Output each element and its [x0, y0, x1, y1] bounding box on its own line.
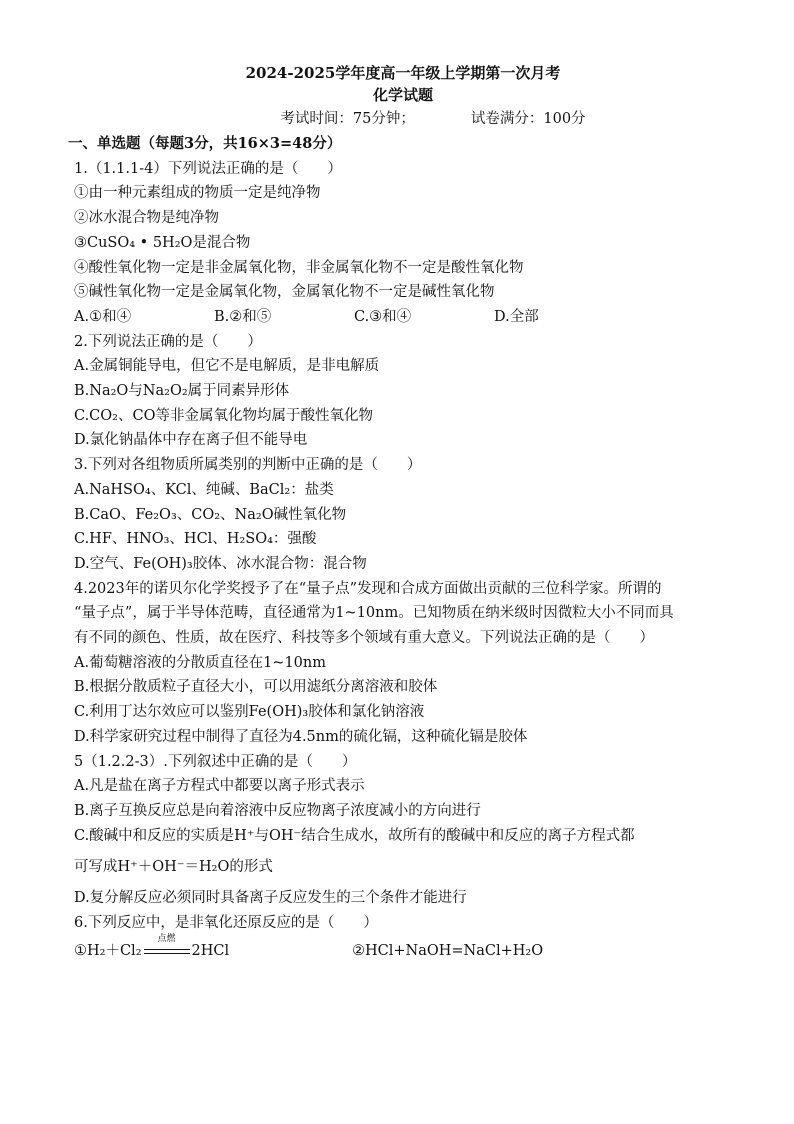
q1-options	[74, 305, 732, 330]
q5-option-b[interactable]: B.离子互换反应总是向着溶液中反应物离子浓度减小的方向进行	[74, 802, 481, 819]
q6-reaction-2: ②HCl+NaOH=NaCl+H₂O	[352, 942, 544, 959]
q1-item: ②冰水混合物是纯净物	[74, 210, 219, 227]
q1-option-a[interactable]: A.①和④	[74, 308, 132, 325]
q5-option-d[interactable]: D.复分解反应必须同时具备离子反应发生的三个条件才能进行	[74, 890, 467, 907]
q2-option-d[interactable]: D.氯化钠晶体中存在离子但不能导电	[74, 432, 308, 449]
q4-option-a[interactable]: A.葡萄糖溶液的分散质直径在1~10nm	[74, 654, 326, 671]
q6-reactions	[74, 933, 732, 966]
question-4-stem: 4.2023年的诺贝尔化学奖授予了在“量子点”发现和合成方面做出贡献的三位科学家。所谓的	[74, 580, 662, 597]
question-2-stem: 2.下列说法正确的是（ ）	[74, 333, 262, 350]
question-1-stem: 1.（1.1.1-4）下列说法正确的是（ ）	[74, 160, 342, 177]
q2-option-c[interactable]: C.CO₂、CO等非金属氧化物均属于酸性氧化物	[74, 407, 373, 424]
q1-item: ⑤碱性氧化物一定是金属氧化物，金属氧化物不一定是碱性氧化物	[74, 284, 495, 301]
question-5-stem: 5（1.2.2-3）.下列叙述中正确的是（ ）	[74, 753, 357, 770]
q4-option-b[interactable]: B.根据分散质粒子直径大小，可以用滤纸分离溶液和胶体	[74, 679, 438, 696]
q5-option-c-cont: 可写成H⁺＋OH⁻＝H₂O的形式	[74, 859, 273, 876]
q3-option-a[interactable]: A.NaHSO₄、KCl、纯碱、BaCl₂：盐类	[74, 481, 334, 498]
section-heading: 一、单选题（每题3分，共16×3=48分）	[68, 135, 342, 152]
q4-option-d[interactable]: D.科学家研究过程中制得了直径为4.5nm的硫化镉，这种硫化镉是胶体	[74, 728, 528, 745]
q6-r1-product: 2HCl	[191, 942, 230, 959]
q1-item: ③CuSO₄ • 5H₂O是混合物	[74, 234, 251, 251]
q1-option-c[interactable]: C.③和④	[354, 308, 412, 325]
q2-option-a[interactable]: A.金属铜能导电，但它不是电解质，是非电解质	[74, 358, 380, 375]
exam-subject: 化学试题	[372, 86, 433, 104]
q1-option-d[interactable]: D.全部	[494, 308, 539, 325]
reaction-arrow-icon	[144, 933, 190, 959]
exam-time: 考试时间：75分钟；	[280, 111, 415, 127]
question-4-stem-cont: 有不同的颜色、性质，故在医疗、科技等多个领域有重大意义。下列说法正确的是（ ）	[74, 630, 654, 647]
question-6-stem: 6.下列反应中，是非氧化还原反应的是（ ）	[74, 915, 378, 932]
q3-option-c[interactable]: C.HF、HNO₃、HCl、H₂SO₄：强酸	[74, 531, 317, 548]
exam-info	[134, 106, 732, 132]
q1-item: ①由一种元素组成的物质一定是纯净物	[74, 185, 321, 202]
q6-reaction-1	[74, 933, 352, 966]
exam-score: 试卷满分：100分	[470, 111, 586, 127]
q2-option-b[interactable]: B.Na₂O与Na₂O₂属于同素异形体	[74, 383, 290, 400]
q4-option-c[interactable]: C.利用丁达尔效应可以鉴别Fe(OH)₃胶体和氯化钠溶液	[74, 704, 425, 721]
q5-option-c[interactable]: C.酸碱中和反应的实质是H⁺与OH⁻结合生成水，故所有的酸碱中和反应的离子方程式都	[74, 827, 635, 844]
reaction-condition: 点燃	[157, 933, 176, 944]
q1-option-b[interactable]: B.②和⑤	[214, 308, 272, 325]
q3-option-b[interactable]: B.CaO、Fe₂O₃、CO₂、Na₂O碱性氧化物	[74, 506, 347, 523]
q6-r1-reactants: ①H₂＋Cl₂	[74, 942, 142, 959]
q3-option-d[interactable]: D.空气、Fe(OH)₃胶体、冰水混合物：混合物	[74, 555, 367, 572]
q5-option-a[interactable]: A.凡是盐在离子方程式中都要以离子形式表示	[74, 778, 365, 795]
question-4-stem-cont: “量子点”，属于半导体范畴，直径通常为1~10nm。已知物质在纳米级时因微粒大小不同而具	[74, 605, 674, 622]
question-3-stem: 3.下列对各组物质所属类别的判断中正确的是（ ）	[74, 457, 422, 474]
q1-item: ④酸性氧化物一定是非金属氧化物，非金属氧化物不一定是酸性氧化物	[74, 259, 524, 276]
exam-title: 2024-2025学年度高一年级上学期第一次月考	[245, 64, 561, 82]
